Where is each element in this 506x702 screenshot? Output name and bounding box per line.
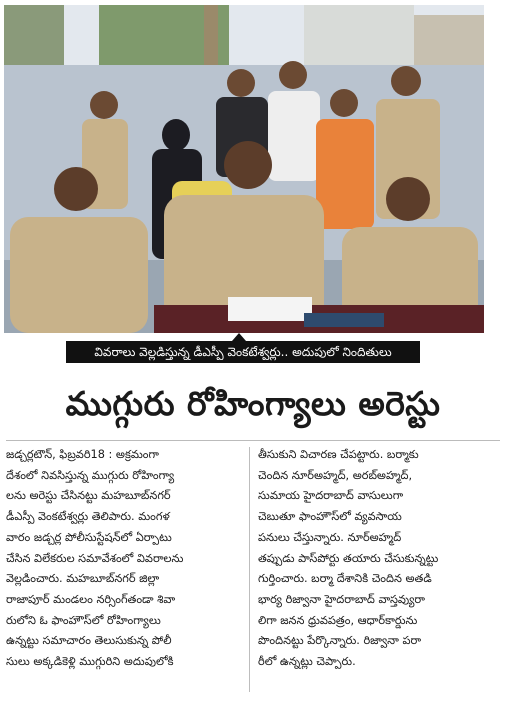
article-line: తప్పుడు పాస్‌పోర్టు తయారు చేసుకున్నట్టు	[258, 551, 439, 565]
news-photo	[4, 5, 484, 333]
article-line: చేసిన విలేకరుల సమావేశంలో వివరాలను	[6, 551, 184, 565]
article-line: జడ్చర్లటౌన్, ఫిబ్రవరి18 : అక్రమంగా	[6, 448, 159, 461]
photo-group-icon	[4, 5, 484, 333]
article-line: సులు అక్కడికెళ్లి ముగ్గురిని అదుపులోకి	[6, 655, 174, 669]
article-line: వారం జడ్చర్ల పోలీసుస్టేషన్‌లో ఏర్పాటు	[6, 530, 172, 544]
article-line: గుర్తించారు. బర్మా దేశానికి చెందిన అతడి	[258, 572, 432, 586]
article-line: సుమాయ హైదరాబాద్ వాసులుగా	[258, 489, 404, 503]
headline: ముగ్గురు రోహింగ్యాలు అరెస్టు	[65, 384, 441, 423]
article-line: రాజాపూర్ మండలం నర్సింగ్‌తండా శివా	[6, 592, 176, 606]
photo-caption: వివరాలు వెల్లడిస్తున్న డీఎస్పీ వెంకటేశ్వర్లు.. అదుపులో నిందితులు	[66, 341, 420, 363]
article-line: ఉన్నట్టు సమాచారం తెలుసుకున్న పోలీ	[6, 634, 172, 648]
article-column-right	[258, 445, 496, 695]
article-line: పనులు చేస్తున్నారు. నూర్‌అహ్మద్	[258, 530, 402, 544]
article-line: లిగా జనన ధ్రువపత్రం, ఆధార్‌కార్డును	[258, 613, 418, 627]
article-line: తీసుకుని విచారణ చేపట్టారు. బర్మాకు	[258, 448, 419, 461]
article-line: రులోని ఓ ఫాంహౌస్‌లో రోహింగ్యాలు	[6, 613, 161, 627]
article-line: చెందిన నూర్‌అహ్మద్, అరబ్‌అహ్మద్,	[258, 468, 413, 482]
article-line: చెబుతూ ఫాంహౌస్‌లో వ్యవసాయ	[258, 510, 402, 524]
article-line: పొందినట్టు పేర్కొన్నారు. రిజ్వానా పరా	[258, 634, 422, 648]
article-column-left	[6, 445, 244, 695]
article-line: డీఎస్పీ వెంకటేశ్వర్లు తెలిపారు. మంగళ	[6, 510, 170, 524]
column-divider	[249, 447, 250, 692]
article-line: భార్య రిజ్వానా హైదరాబాద్ వాస్తవ్యురా	[258, 592, 425, 606]
article-line: రీలో ఉన్నట్లు చెప్పారు.	[258, 655, 356, 669]
article-line: వెల్లడించారు. మహబూబ్‌నగర్ జిల్లా	[6, 572, 160, 586]
caption-pointer	[232, 333, 246, 341]
article-line: లను అరెస్టు చేసినట్టు మహబూబ్‌నగర్	[6, 489, 171, 503]
article-line: దేశంలో నివసిస్తున్న ముగ్గురు రోహింగ్యా	[6, 468, 175, 482]
headline-divider	[6, 440, 500, 441]
